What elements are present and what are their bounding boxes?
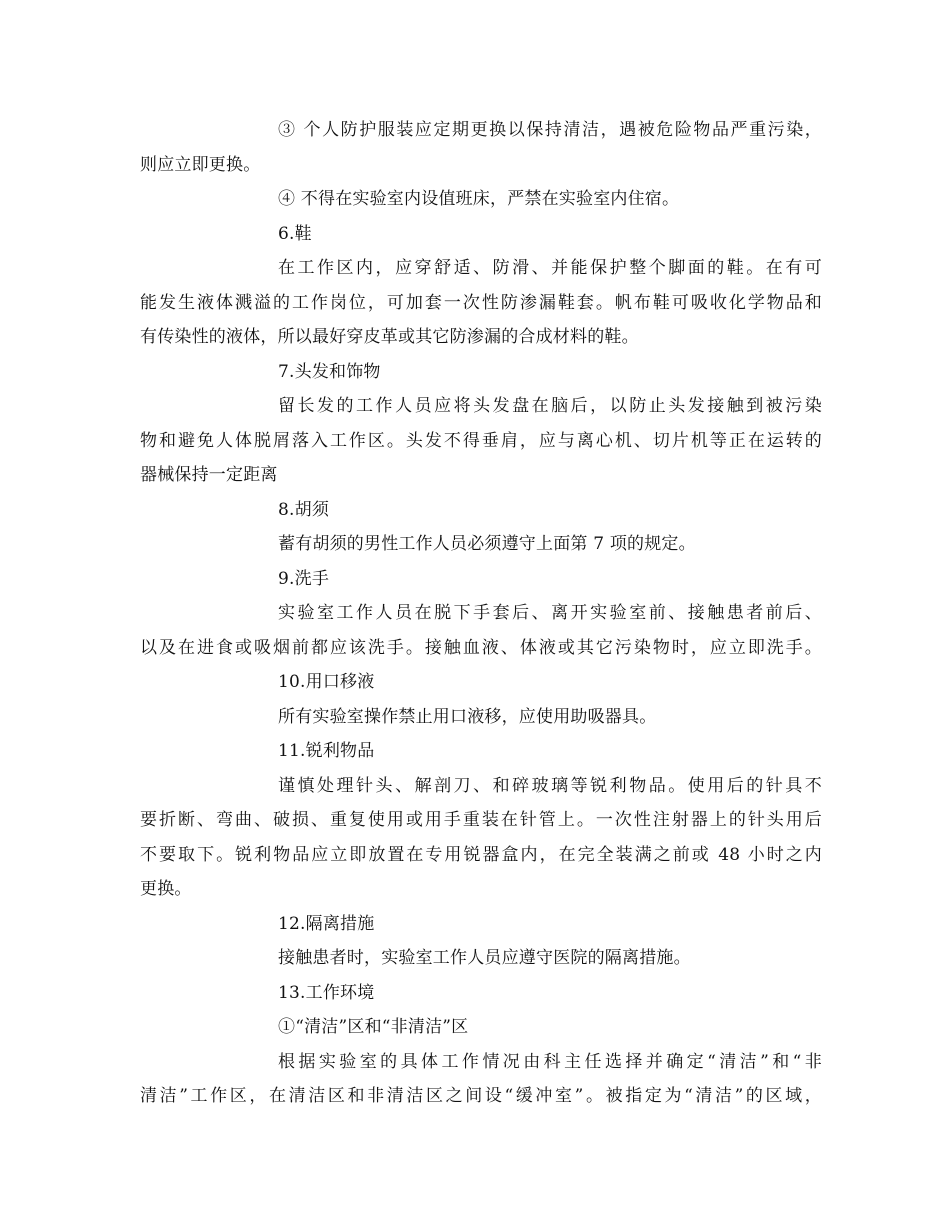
text-line: ①“清洁”区和“非清洁”区 [278,1017,469,1037]
text-line: 谨慎处理针头、解剖刀、和碎玻璃等锐利物品。使用后的针具不 [278,775,822,796]
text-line: 12.隔离措施 [278,913,375,934]
text-line: 11.锐利物品 [278,741,375,761]
text-line: 更换。 [140,879,192,899]
text-line: 8.胡须 [278,499,330,520]
document-page [140,113,822,1114]
text-line: 根据实验室的具体工作情况由科主任选择并确定“清洁”和“非 [278,1051,822,1072]
text-line: 蓄有胡须的男性工作人员必须遵守上面第 7 项的规定。 [278,534,696,554]
text-line: 器械保持一定距离 [140,465,278,485]
text-line: 10.用口移液 [278,672,375,692]
text-line: 能发生液体溅溢的工作岗位，可加套一次性防渗漏鞋套。帆布鞋可吸收化学物品和 [140,292,822,313]
text-line: ④ 不得在实验室内设值班床，严禁在实验室内住宿。 [278,189,680,209]
text-line: 则应立即更换。 [140,154,261,175]
text-line: 要折断、弯曲、破损、重复使用或用手重装在针管上。一次性注射器上的针头用后 [140,810,822,830]
text-line: 清洁”工作区，在清洁区和非清洁区之间设“缓冲室”。被指定为“清洁”的区域， [140,1086,822,1106]
text-line: 13.工作环境 [278,982,375,1003]
text-line: 不要取下。锐利物品应立即放置在专用锐器盒内，在完全装满之前或 48 小时之内 [140,844,822,865]
text-line: 6.鞋 [278,223,312,244]
text-line: 9.洗手 [278,568,330,589]
text-line: 留长发的工作人员应将头发盘在脑后，以防止头发接触到被污染 [278,396,822,416]
text-line: 7.头发和饰物 [278,361,381,382]
text-line: 有传染性的液体，所以最好穿皮革或其它防渗漏的合成材料的鞋。 [140,327,639,347]
text-line: 以及在进食或吸烟前都应该洗手。接触血液、体液或其它污染物时，应立即洗手。 [140,637,822,658]
text-line: 接触患者时，实验室工作人员应遵守医院的隔离措施。 [278,948,691,968]
text-line: ③ 个人防护服装应定期更换以保持清洁，遇被危险物品严重污染， [278,120,822,140]
text-line: 所有实验室操作禁止用口液移，应使用助吸器具。 [278,706,657,727]
text-line: 实验室工作人员在脱下手套后、离开实验室前、接触患者前后、 [278,603,822,623]
text-line: 在工作区内，应穿舒适、防滑、并能保护整个脚面的鞋。在有可 [278,258,822,278]
text-line: 物和避免人体脱屑落入工作区。头发不得垂肩，应与离心机、切片机等正在运转的 [140,430,822,451]
